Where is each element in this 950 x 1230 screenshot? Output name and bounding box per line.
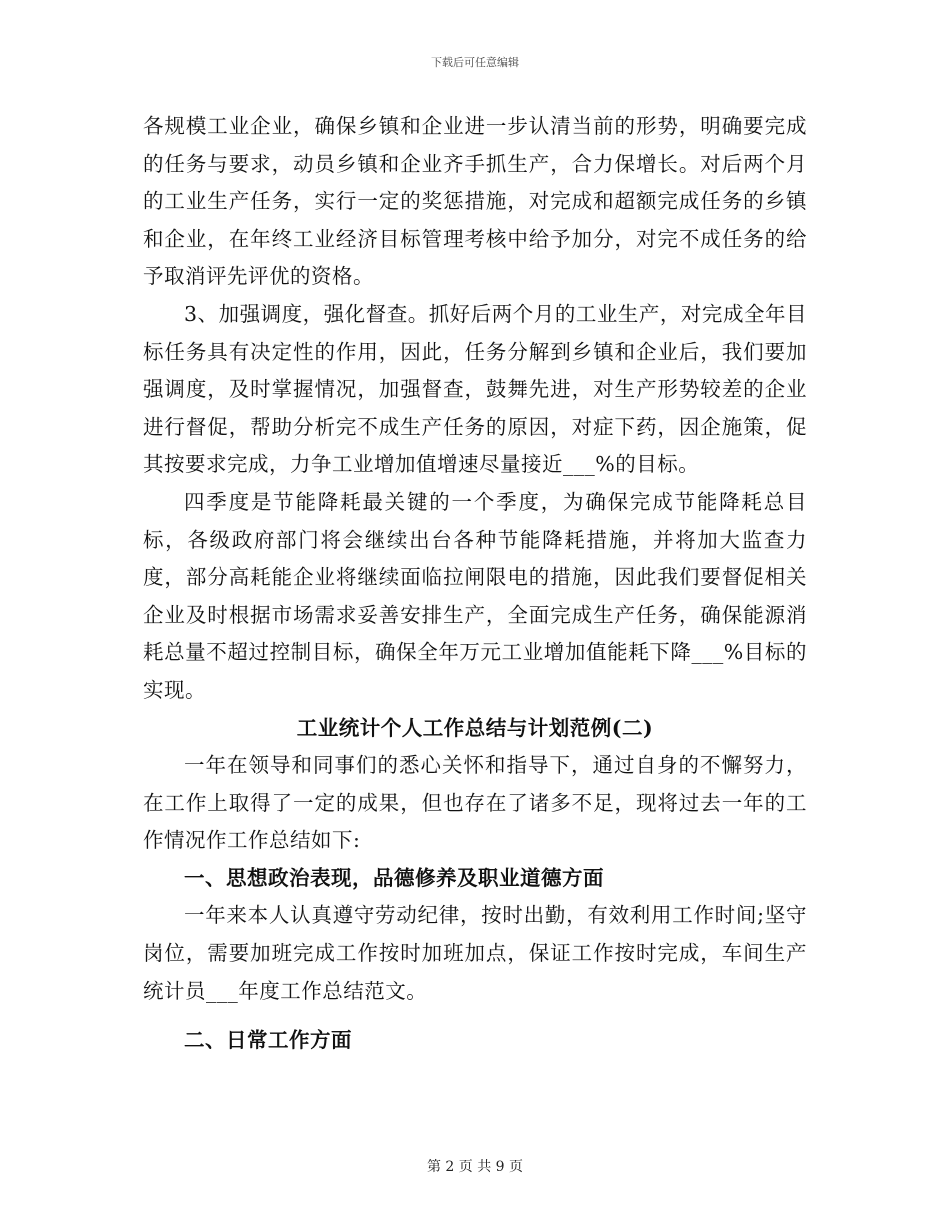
document-title: 工业统计个人工作总结与计划范例(二) bbox=[296, 715, 654, 740]
body-paragraph: 3、加强调度，强化督查。抓好后两个月的工业生产，对完成全年目标任务具有决定性的作用，因此，任务分解到乡镇和企业后，我们要加强调度，及时掌握情况，加强督查，鼓舞先进，对生产形势较差的企业进行督促，帮助分析完不成生产任务的原因，对症下药，因企施策，促其按要求完成，力争工业增加值增速尽量接近___%的目标。 bbox=[143, 301, 807, 477]
section-heading: 一、思想政治表现，品德修养及职业道德方面 bbox=[184, 865, 604, 890]
body-paragraph: 一年在领导和同事们的悉心关怀和指导下，通过自身的不懈努力，在工作上取得了一定的成果，但也存在了诸多不足，现将过去一年的工作情况作工作总结如下: bbox=[143, 753, 807, 853]
section-heading: 二、日常工作方面 bbox=[184, 1028, 352, 1053]
body-paragraph: 各规模工业企业，确保乡镇和企业进一步认清当前的形势，明确要完成的任务与要求，动员乡镇和企业齐手抓生产，合力保增长。对后两个月的工业生产任务，实行一定的奖惩措施，对完成和超额完成任务的乡镇和企业，在年终工业经济目标管理考核中给予加分，对完不成任务的给予取消评先评优的资格。 bbox=[143, 114, 807, 289]
body-paragraph: 四季度是节能降耗最关键的一个季度，为确保完成节能降耗总目标，各级政府部门将会继续出台各种节能降耗措施，并将加大监查力度，部分高耗能企业将继续面临拉闸限电的措施，因此我们要督促相关企业及时根据市场需求妥善安排生产，全面完成生产任务，确保能源消耗总量不超过控制目标，确保全年万元工业增加值能耗下降___%目标的实现。 bbox=[143, 489, 807, 702]
document-body bbox=[143, 108, 807, 1060]
page-header-note: 下载后可任意编辑 bbox=[431, 56, 519, 69]
body-paragraph: 一年来本人认真遵守劳动纪律，按时出勤，有效利用工作时间;坚守岗位，需要加班完成工作按时加班加点，保证工作按时完成，车间生产统计员___年度工作总结范文。 bbox=[143, 903, 807, 1003]
page-number: 第 2 页 共 9 页 bbox=[426, 1159, 524, 1175]
